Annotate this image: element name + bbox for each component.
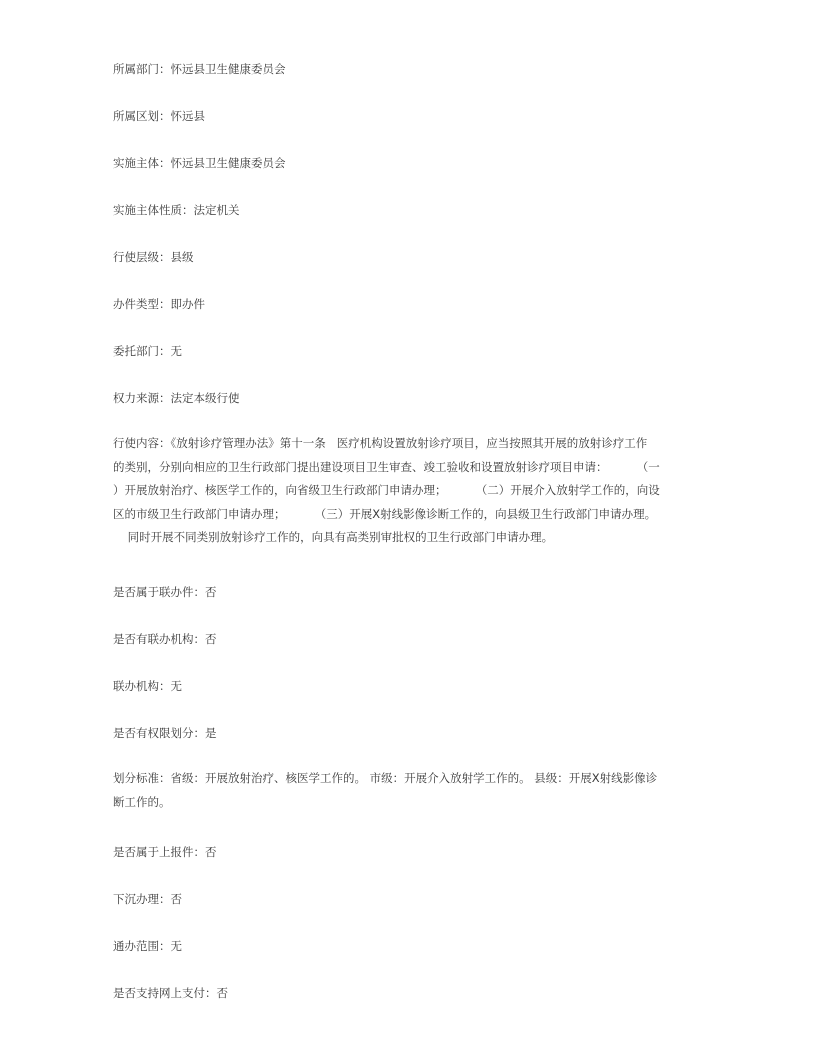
general-scope-field: 通办范围：无 xyxy=(113,939,182,953)
has-joint-org-field: 是否有联办机构：否 xyxy=(113,632,217,646)
division-line: 划分标准：省级：开展放射治疗、核医学工作的。 市级：开展介入放射学工作的。 县级：开展X射线影像诊 xyxy=(113,771,658,785)
power-source-field: 权力来源：法定本级行使 xyxy=(113,391,240,405)
district-field: 所属区划：怀远县 xyxy=(113,109,205,123)
joint-org-field: 联办机构：无 xyxy=(113,679,182,693)
content-line: 的类别，分别向相应的卫生行政部门提出建设项目卫生审查、竣工验收和设置放射诊疗项目申请： （一 xyxy=(113,459,660,474)
content-line: 同时开展不同类别放射诊疗工作的，向具有高类别审批权的卫生行政部门申请办理。 xyxy=(113,530,554,544)
content-field xyxy=(113,432,693,550)
handling-type-field: 办件类型：即办件 xyxy=(113,297,205,311)
has-division-field: 是否有权限划分：是 xyxy=(113,726,217,740)
division-line: 断工作的。 xyxy=(113,794,171,809)
level-field: 行使层级：县级 xyxy=(113,250,194,264)
subject-field: 实施主体：怀远县卫生健康委员会 xyxy=(113,156,286,170)
is-joint-field: 是否属于联办件：否 xyxy=(113,585,217,599)
online-payment-field: 是否支持网上支付：否 xyxy=(113,986,228,1000)
sink-handling-field: 下沉办理：否 xyxy=(113,892,182,906)
subject-nature-field: 实施主体性质：法定机关 xyxy=(113,203,240,217)
content-line: 区的市级卫生行政部门申请办理； （三）开展X射线影像诊断工作的，向县级卫生行政部门申请办理。 xyxy=(113,506,657,521)
division-field xyxy=(113,767,693,814)
entrusted-dept-field: 委托部门：无 xyxy=(113,344,182,358)
content-line: 行使内容：《放射诊疗管理办法》第十一条 医疗机构设置放射诊疗项目，应当按照其开展的放射诊疗工作 xyxy=(113,436,648,450)
is-report-up-field: 是否属于上报件：否 xyxy=(113,845,217,859)
department-field: 所属部门：怀远县卫生健康委员会 xyxy=(113,62,286,76)
content-line: ）开展放射治疗、核医学工作的，向省级卫生行政部门申请办理； （二）开展介入放射学工作的，向设 xyxy=(113,483,660,497)
